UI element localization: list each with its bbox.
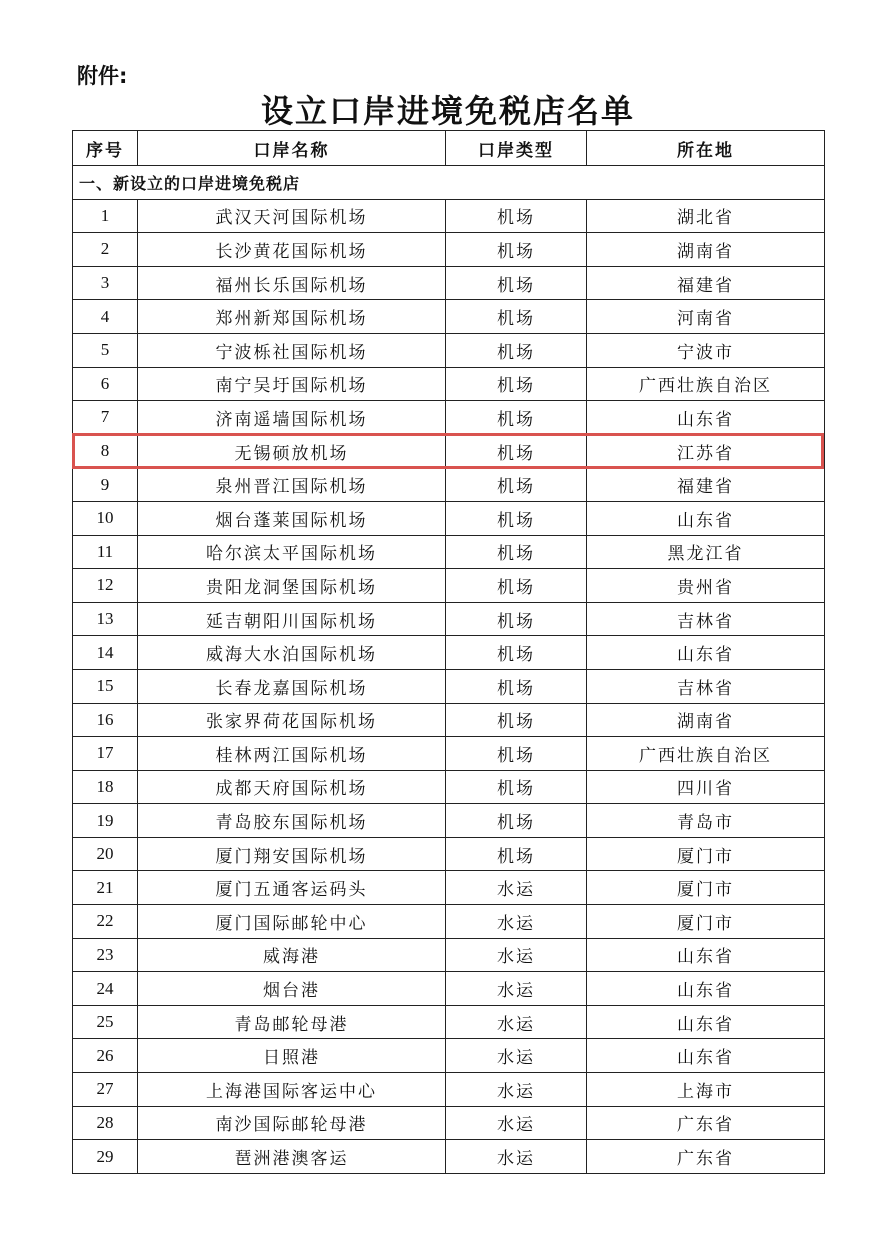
table-row <box>73 367 825 401</box>
cell-location: 河南省 <box>587 300 825 334</box>
table-row <box>73 199 825 233</box>
cell-name: 烟台港 <box>138 972 446 1006</box>
cell-name: 烟台蓬莱国际机场 <box>138 501 446 535</box>
attachment-label: 附件: <box>77 64 128 88</box>
cell-type: 机场 <box>446 703 587 737</box>
cell-type: 机场 <box>446 602 587 636</box>
cell-type: 机场 <box>446 333 587 367</box>
cell-location: 江苏省 <box>587 434 825 468</box>
section-row <box>73 166 825 200</box>
cell-num: 24 <box>73 972 138 1006</box>
cell-name: 厦门翔安国际机场 <box>138 837 446 871</box>
cell-type: 机场 <box>446 804 587 838</box>
cell-num: 4 <box>73 300 138 334</box>
cell-type: 机场 <box>446 569 587 603</box>
section-title: 一、新设立的口岸进境免税店 <box>73 166 825 200</box>
cell-type: 机场 <box>446 837 587 871</box>
cell-num: 23 <box>73 938 138 972</box>
cell-num: 3 <box>73 266 138 300</box>
cell-num: 11 <box>73 535 138 569</box>
cell-num: 6 <box>73 367 138 401</box>
cell-name: 郑州新郑国际机场 <box>138 300 446 334</box>
cell-num: 26 <box>73 1039 138 1073</box>
cell-num: 2 <box>73 233 138 267</box>
cell-type: 机场 <box>446 770 587 804</box>
cell-location: 吉林省 <box>587 669 825 703</box>
cell-name: 济南遥墙国际机场 <box>138 401 446 435</box>
cell-name: 延吉朝阳川国际机场 <box>138 602 446 636</box>
header-name: 口岸名称 <box>138 131 446 166</box>
table-row <box>73 434 825 468</box>
cell-location: 山东省 <box>587 972 825 1006</box>
document-title: 设立口岸进境免税店名单 <box>260 92 635 130</box>
cell-name: 南宁吴圩国际机场 <box>138 367 446 401</box>
cell-num: 12 <box>73 569 138 603</box>
cell-location: 山东省 <box>587 938 825 972</box>
cell-name: 无锡硕放机场 <box>138 434 446 468</box>
duty-free-shop-table <box>72 130 825 1174</box>
cell-location: 山东省 <box>587 1005 825 1039</box>
table-row <box>73 905 825 939</box>
cell-name: 上海港国际客运中心 <box>138 1073 446 1107</box>
cell-location: 厦门市 <box>587 905 825 939</box>
cell-location: 湖南省 <box>587 233 825 267</box>
cell-location: 广东省 <box>587 1140 825 1174</box>
cell-type: 机场 <box>446 401 587 435</box>
cell-location: 山东省 <box>587 401 825 435</box>
cell-num: 28 <box>73 1106 138 1140</box>
cell-num: 1 <box>73 199 138 233</box>
cell-location: 贵州省 <box>587 569 825 603</box>
table-row <box>73 468 825 502</box>
cell-name: 威海港 <box>138 938 446 972</box>
table-row <box>73 1039 825 1073</box>
cell-type: 机场 <box>446 737 587 771</box>
cell-num: 25 <box>73 1005 138 1039</box>
cell-name: 长春龙嘉国际机场 <box>138 669 446 703</box>
cell-type: 水运 <box>446 938 587 972</box>
cell-location: 福建省 <box>587 266 825 300</box>
cell-name: 桂林两江国际机场 <box>138 737 446 771</box>
cell-num: 19 <box>73 804 138 838</box>
cell-name: 贵阳龙洞堡国际机场 <box>138 569 446 603</box>
cell-num: 7 <box>73 401 138 435</box>
cell-type: 机场 <box>446 266 587 300</box>
cell-type: 机场 <box>446 199 587 233</box>
table-row <box>73 737 825 771</box>
table-row <box>73 1005 825 1039</box>
cell-name: 宁波栎社国际机场 <box>138 333 446 367</box>
table-row <box>73 569 825 603</box>
cell-num: 27 <box>73 1073 138 1107</box>
header-location: 所在地 <box>587 131 825 166</box>
cell-num: 9 <box>73 468 138 502</box>
cell-num: 29 <box>73 1140 138 1174</box>
table-row <box>73 602 825 636</box>
cell-name: 青岛邮轮母港 <box>138 1005 446 1039</box>
table-row <box>73 938 825 972</box>
cell-location: 广西壮族自治区 <box>587 367 825 401</box>
cell-location: 厦门市 <box>587 871 825 905</box>
header-type: 口岸类型 <box>446 131 587 166</box>
table-row <box>73 770 825 804</box>
header-num: 序号 <box>73 131 138 166</box>
cell-num: 10 <box>73 501 138 535</box>
cell-type: 水运 <box>446 972 587 1006</box>
cell-name: 福州长乐国际机场 <box>138 266 446 300</box>
cell-type: 水运 <box>446 871 587 905</box>
cell-name: 长沙黄花国际机场 <box>138 233 446 267</box>
cell-type: 机场 <box>446 669 587 703</box>
cell-location: 广东省 <box>587 1106 825 1140</box>
cell-location: 宁波市 <box>587 333 825 367</box>
cell-location: 广西壮族自治区 <box>587 737 825 771</box>
cell-location: 湖北省 <box>587 199 825 233</box>
table-row <box>73 636 825 670</box>
cell-location: 湖南省 <box>587 703 825 737</box>
cell-num: 17 <box>73 737 138 771</box>
cell-type: 机场 <box>446 233 587 267</box>
cell-num: 18 <box>73 770 138 804</box>
cell-type: 水运 <box>446 1140 587 1174</box>
cell-num: 16 <box>73 703 138 737</box>
cell-location: 福建省 <box>587 468 825 502</box>
cell-location: 青岛市 <box>587 804 825 838</box>
cell-num: 15 <box>73 669 138 703</box>
cell-num: 20 <box>73 837 138 871</box>
table-row <box>73 1073 825 1107</box>
cell-name: 青岛胶东国际机场 <box>138 804 446 838</box>
table-row <box>73 233 825 267</box>
table-row <box>73 535 825 569</box>
cell-type: 机场 <box>446 468 587 502</box>
cell-num: 5 <box>73 333 138 367</box>
table-row <box>73 669 825 703</box>
cell-num: 13 <box>73 602 138 636</box>
table-row <box>73 1140 825 1174</box>
cell-type: 机场 <box>446 501 587 535</box>
cell-location: 黑龙江省 <box>587 535 825 569</box>
cell-type: 水运 <box>446 1039 587 1073</box>
cell-location: 山东省 <box>587 636 825 670</box>
table-row <box>73 401 825 435</box>
table-row <box>73 804 825 838</box>
cell-location: 山东省 <box>587 1039 825 1073</box>
cell-location: 吉林省 <box>587 602 825 636</box>
cell-name: 哈尔滨太平国际机场 <box>138 535 446 569</box>
cell-name: 成都天府国际机场 <box>138 770 446 804</box>
cell-name: 武汉天河国际机场 <box>138 199 446 233</box>
cell-num: 8 <box>73 434 138 468</box>
cell-type: 机场 <box>446 300 587 334</box>
cell-name: 厦门国际邮轮中心 <box>138 905 446 939</box>
table-row <box>73 300 825 334</box>
cell-location: 四川省 <box>587 770 825 804</box>
table-row <box>73 333 825 367</box>
table-row <box>73 266 825 300</box>
cell-num: 22 <box>73 905 138 939</box>
cell-type: 水运 <box>446 1005 587 1039</box>
cell-name: 厦门五通客运码头 <box>138 871 446 905</box>
table-row <box>73 501 825 535</box>
cell-type: 机场 <box>446 434 587 468</box>
cell-type: 水运 <box>446 1106 587 1140</box>
table-row <box>73 1106 825 1140</box>
cell-type: 机场 <box>446 535 587 569</box>
cell-num: 21 <box>73 871 138 905</box>
table-row <box>73 871 825 905</box>
cell-name: 南沙国际邮轮母港 <box>138 1106 446 1140</box>
cell-type: 机场 <box>446 636 587 670</box>
cell-location: 上海市 <box>587 1073 825 1107</box>
table-row <box>73 703 825 737</box>
cell-num: 14 <box>73 636 138 670</box>
cell-name: 琶洲港澳客运 <box>138 1140 446 1174</box>
table-header-row <box>73 131 825 166</box>
table-row <box>73 837 825 871</box>
cell-name: 日照港 <box>138 1039 446 1073</box>
cell-location: 厦门市 <box>587 837 825 871</box>
table-row <box>73 972 825 1006</box>
cell-name: 威海大水泊国际机场 <box>138 636 446 670</box>
cell-location: 山东省 <box>587 501 825 535</box>
cell-type: 机场 <box>446 367 587 401</box>
cell-type: 水运 <box>446 905 587 939</box>
cell-name: 泉州晋江国际机场 <box>138 468 446 502</box>
cell-name: 张家界荷花国际机场 <box>138 703 446 737</box>
cell-type: 水运 <box>446 1073 587 1107</box>
